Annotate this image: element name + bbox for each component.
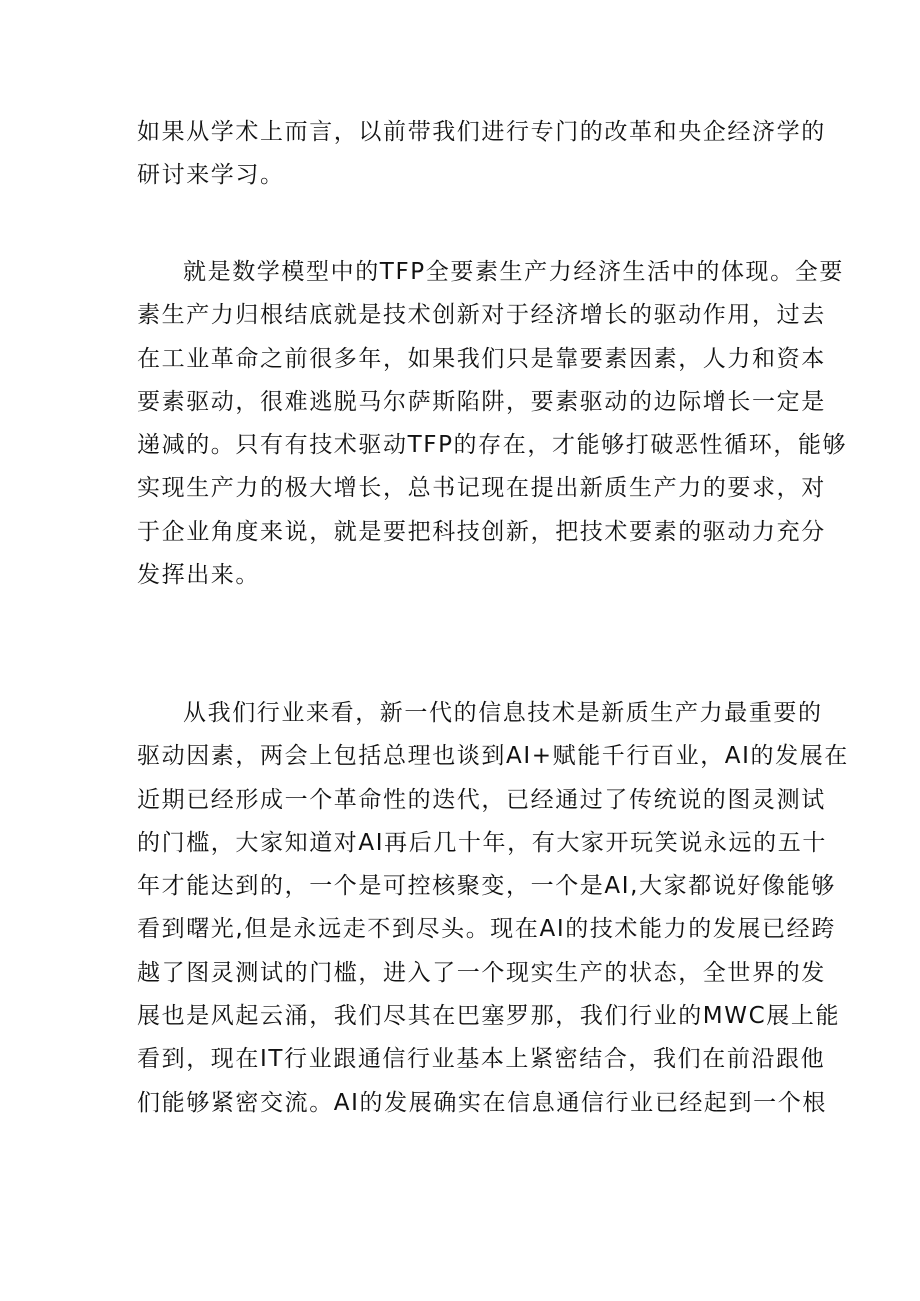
paragraph-line: 看到曙光,但是永远走不到尽头。现在AI的技术能力的发展已经跨 [137,916,836,943]
paragraph-line: 越了图灵测试的门槛，进入了一个现实生产的状态，全世界的发 [137,959,826,986]
paragraph-line: 年才能达到的，一个是可控核聚变，一个是AI,大家都说好像能够 [137,873,836,900]
paragraph-3 [137,692,849,1125]
paragraph-1 [137,111,826,198]
paragraph-2 [137,251,848,597]
paragraph-line: 的门槛，大家知道对AI再后几十年，有大家开玩笑说永远的五十 [137,829,827,856]
paragraph-line: 于企业角度来说，就是要把科技创新，把技术要素的驱动力充分 [137,518,826,545]
paragraph-line: 实现生产力的极大增长，总书记现在提出新质生产力的要求，对 [137,475,826,502]
paragraph-line: 在工业革命之前很多年，如果我们只是靠要素因素，人力和资本 [137,345,826,372]
paragraph-line: 递减的。只有有技术驱动TFP的存在，才能够打破恶性循环，能够 [137,432,848,459]
paragraph-line: 驱动因素，两会上包括总理也谈到AI+赋能千行百业，AI的发展在 [137,743,849,770]
paragraph-line: 如果从学术上而言，以前带我们进行专门的改革和央企经济学的 [137,119,826,145]
paragraph-line: 展也是风起云涌，我们尽其在巴塞罗那，我们行业的MWC展上能 [137,1003,841,1030]
paragraph-line: 近期已经形成一个革命性的迭代，已经通过了传统说的图灵测试 [137,786,826,813]
paragraph-line: 研讨来学习。 [137,162,285,189]
paragraph-line: 看到，现在IT行业跟通信行业基本上紧密结合，我们在前沿跟他 [137,1046,826,1073]
paragraph-line: 素生产力归根结底就是技术创新对于经济增长的驱动作用，过去 [137,302,826,329]
paragraph-line: 从我们行业来看，新一代的信息技术是新质生产力最重要的 [183,700,823,726]
paragraph-line: 要素驱动，很难逃脱马尔萨斯陷阱，要素驱动的边际增长一定是 [137,388,826,415]
paragraph-line: 就是数学模型中的TFP全要素生产力经济生活中的体现。全要 [183,259,844,285]
paragraph-line: 发挥出来。 [137,562,260,589]
paragraph-line: 们能够紧密交流。AI的发展确实在信息通信行业已经起到一个根 [137,1089,827,1116]
